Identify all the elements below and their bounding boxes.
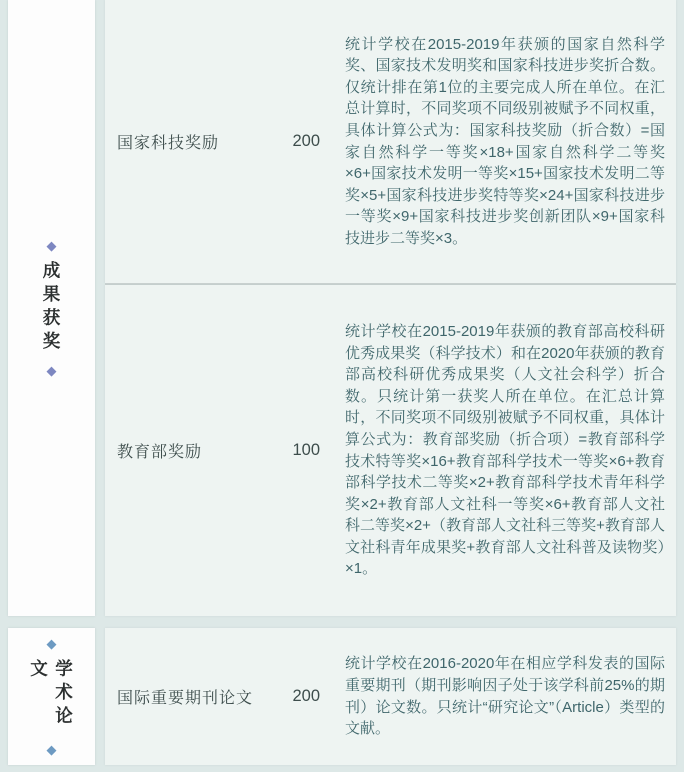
indicator-name: 教育部奖励: [117, 444, 203, 461]
indicator-score: 100: [292, 441, 320, 459]
indicator-description: 统计学校在2015-2019年获颁的国家自然科学奖、国家技术发明奖和国家科技进步奖折合数。仅统计排在第1位的主要完成人所在单位。在汇总计算时，不同奖项不同级别被赋予不同权重，具体计算公式为：国家科技奖励（折合数）=国家自然科学一等奖×18+国家自然科学二等奖×6+国家技术发明一等奖×15+国家技术发明二等奖×5+国家科技进步奖特等奖×24+国家科技进步一等奖×9+国家科技进步奖创新团队×9+国家科技进步二等奖×3。: [345, 35, 665, 247]
diamond-icon: ◆: [46, 742, 57, 757]
indicator-description: 统计学校在2016-2020年在相应学科发表的国际重要期刊（期刊影响因子处于该学科前25%的期刊）论文数。只统计“研究论文”（Article）类型的文献。: [345, 655, 665, 738]
indicator-score: 200: [292, 132, 320, 150]
row-moe-awards: [105, 285, 676, 616]
diamond-icon: ◆: [46, 636, 57, 651]
diamond-icon: ◆: [46, 238, 57, 253]
group-card-achievements: [8, 0, 95, 616]
indicator-name: 国家科技奖励: [117, 135, 220, 152]
indicator-cell: [117, 685, 320, 708]
group-card-papers: [8, 628, 95, 765]
group-label-achievements: 成果获奖: [41, 261, 61, 355]
row-journal-papers: [105, 628, 676, 765]
indicator-cell: [117, 130, 320, 153]
diamond-icon: ◆: [46, 363, 57, 378]
indicator-description: 统计学校在2015-2019年获颁的教育部高校科研优秀成果奖（科学技术）和在2020年获颁的教育部高校科研优秀成果奖（人文社会科学）折合数。只统计第一获奖人所在单位。在汇总计算时，不同奖项不同级别被赋予不同权重，具体计算公式为：教育部奖励（折合项）=教育部科学技术特等奖×16+教育部科学技术一等奖×6+教育部科学技术二等奖×2+教育部科学技术青年科学奖×2+教育部人文社科一等奖×6+教育部人文社科二等奖×2+（教育部人文社科三等奖+教育部人文社科青年成果奖+教育部人文社科普及读物奖）×1。: [345, 322, 665, 578]
indicator-name: 国际重要期刊论文: [117, 690, 254, 707]
indicator-score: 200: [292, 687, 320, 705]
row-national-awards: [105, 0, 676, 283]
group-label-papers: 学术论文: [28, 659, 74, 730]
indicator-cell: [117, 439, 320, 462]
